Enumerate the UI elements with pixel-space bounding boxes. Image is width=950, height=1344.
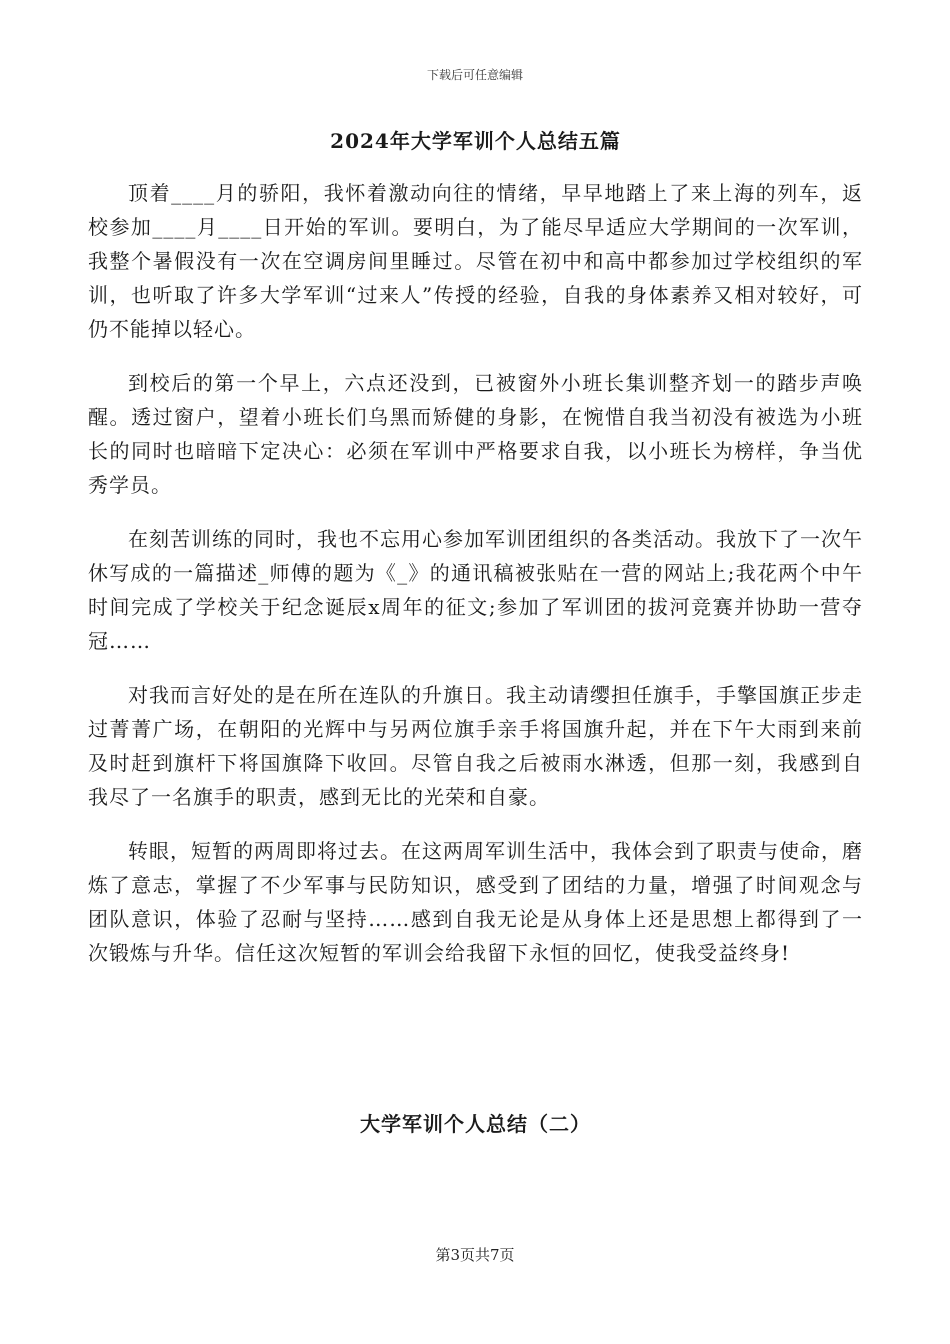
paragraph: 对我而言好处的是在所在连队的升旗日。我主动请缨担任旗手，手擎国旗正步走过菁菁广场，在朝阳的光辉中与另两位旗手亲手将国旗升起，并在下午大雨到来前及时赶到旗杆下将国旗降下收回。尽管自我之后被雨水淋透，但那一刻，我感到自我尽了一名旗手的职责，感到无比的光荣和自豪。 bbox=[88, 683, 863, 809]
paragraph: 转眼，短暂的两周即将过去。在这两周军训生活中，我体会到了职责与使命，磨炼了意志，掌握了不少军事与民防知识，感受到了团结的力量，增强了时间观念与团队意识，体验了忍耐与坚持……感到自我无论是从身体上还是思想上都得到了一次锻炼与升华。信任这次短暂的军训会给我留下永恒的回忆，使我受益终身! bbox=[88, 839, 863, 965]
document-body bbox=[88, 176, 863, 990]
header-note: 下载后可任意编辑 bbox=[426, 68, 523, 82]
paragraph: 顶着____月的骄阳，我怀着激动向往的情绪，早早地踏上了来上海的列车，返校参加____月____日开始的军训。要明白，为了能尽早适应大学期间的一次军训，我整个暑假没有一次在空调房间里睡过。尽管在初中和高中都参加过学校组织的军训，也听取了许多大学军训“过来人”传授的经验，自我的身体素养又相对较好，可仍不能掉以轻心。 bbox=[88, 181, 863, 341]
section-subtitle: 大学军训个人总结（二） bbox=[360, 1112, 591, 1136]
paragraph: 到校后的第一个早上，六点还没到，已被窗外小班长集训整齐划一的踏步声唤醒。透过窗户，望着小班长们乌黑而矫健的身影，在惋惜自我当初没有被选为小班长的同时也暗暗下定决心：必须在军训中严格要求自我，以小班长为榜样，争当优秀学员。 bbox=[88, 371, 863, 497]
document-title: 2024年大学军训个人总结五篇 bbox=[330, 129, 621, 153]
paragraph: 在刻苦训练的同时，我也不忘用心参加军训团组织的各类活动。我放下了一次午休写成的一篇描述_师傅的题为《_》的通讯稿被张贴在一营的网站上;我花两个中午时间完成了学校关于纪念诞辰x周年的征文;参加了军训团的拔河竞赛并协助一营夺冠…… bbox=[88, 527, 863, 653]
page-footer: 第3页共7页 bbox=[435, 1246, 515, 1264]
